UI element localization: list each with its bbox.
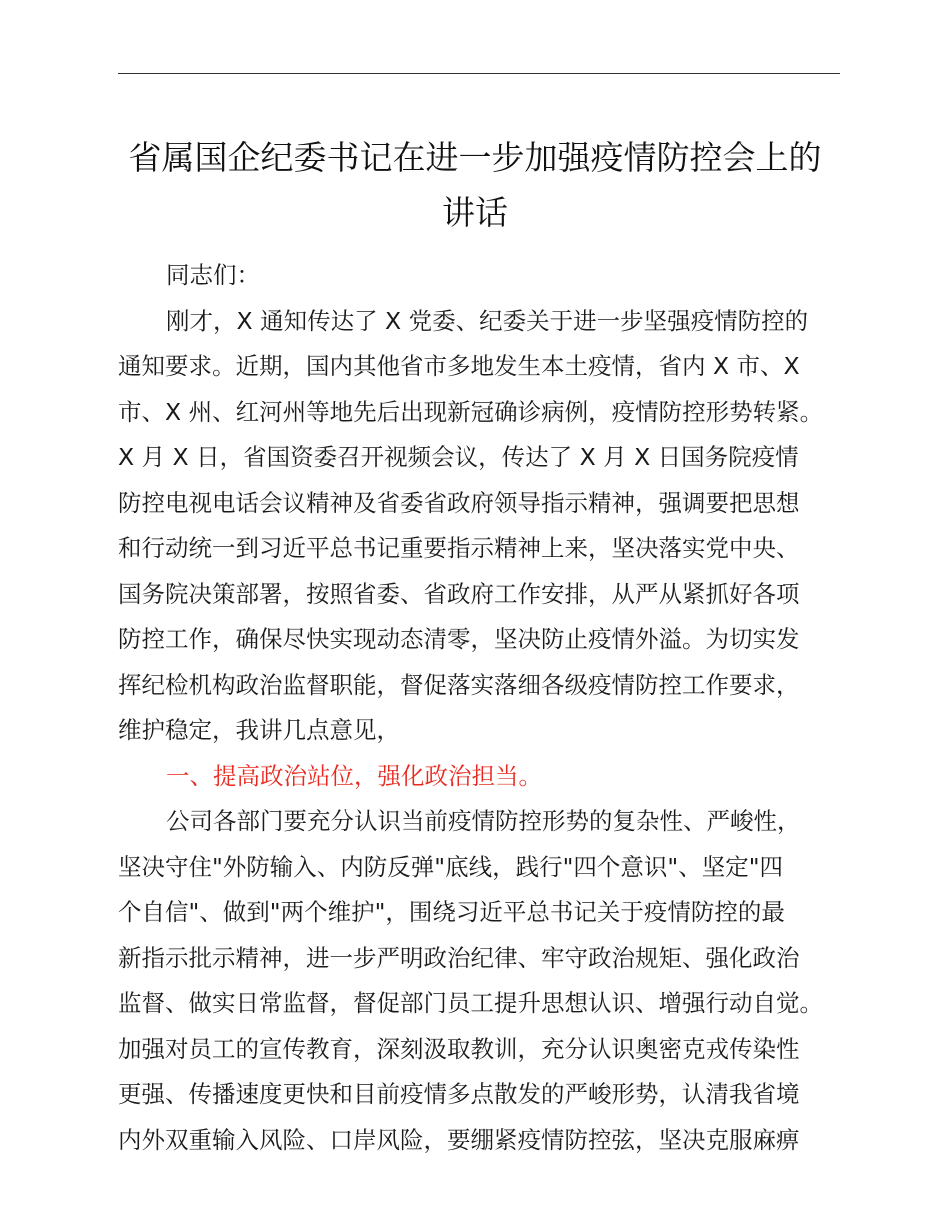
paragraph-line: 公司各部门要充分认识当前疫情防控形势的复杂性、严峻性，	[166, 807, 801, 835]
section-heading-1: 一、提高政治站位，强化政治担当。	[166, 761, 542, 790]
title-line: 讲话	[442, 193, 508, 232]
document-body	[118, 253, 840, 1163]
paragraph-line: 防控工作，确保尽快实现动态清零，坚决防止疫情外溢。为切实发	[118, 625, 800, 653]
document-title	[100, 130, 850, 240]
paragraph-line: 挥纪检机构政治监督职能，督促落实落细各级疫情防控工作要求，	[118, 670, 800, 699]
paragraph-line: 国务院决策部署，按照省委、省政府工作安排，从严从紧抓好各项	[118, 579, 800, 608]
paragraph-line: 新指示批示精神，进一步严明政治纪律、牢守政治规矩、强化政治	[118, 943, 800, 972]
salutation: 同志们：	[166, 261, 260, 289]
header-rule	[118, 73, 840, 74]
paragraph-line: 市、X 州、红河州等地先后出现新冠确诊病例，疫情防控形势转紧。	[118, 397, 824, 426]
paragraph-line: 通知要求。近期，国内其他省市多地发生本土疫情，省内 X 市、X	[118, 352, 800, 380]
paragraph-line: 和行动统一到习近平总书记重要指示精神上来，坚决落实党中央、	[118, 534, 800, 562]
paragraph-line: 维护稳定，我讲几点意见，	[118, 716, 400, 744]
paragraph-line: 内外双重输入风险、口岸风险，要绷紧疫情防控弦，坚决克服麻痹	[118, 1125, 800, 1154]
paragraph-line: 刚才，X 通知传达了 X 党委、纪委关于进一步坚强疫情防控的	[166, 306, 809, 335]
paragraph-line: 坚决守住"外防输入、内防反弹"底线，践行"四个意识"、坚定"四	[118, 852, 784, 881]
paragraph-line: X 月 X 日，省国资委召开视频会议，传达了 X 月 X 日国务院疫情	[118, 443, 799, 471]
paragraph-2	[118, 799, 840, 1163]
paragraph-1	[118, 299, 840, 754]
title-line: 省属国企纪委书记在进一步加强疫情防控会上的	[128, 138, 822, 177]
paragraph-line: 防控电视电话会议精神及省委省政府领导指示精神，强调要把思想	[118, 488, 800, 517]
paragraph-line: 加强对员工的宣传教育，深刻汲取教训，充分认识奥密克戎传染性	[118, 1034, 800, 1063]
paragraph-line: 更强、传播速度更快和目前疫情多点散发的严峻形势，认清我省境	[118, 1080, 800, 1108]
paragraph-line: 监督、做实日常监督，督促部门员工提升思想认识、增强行动自觉。	[118, 989, 823, 1017]
paragraph-line: 个自信"、做到"两个维护"，围绕习近平总书记关于疫情防控的最	[118, 898, 785, 926]
